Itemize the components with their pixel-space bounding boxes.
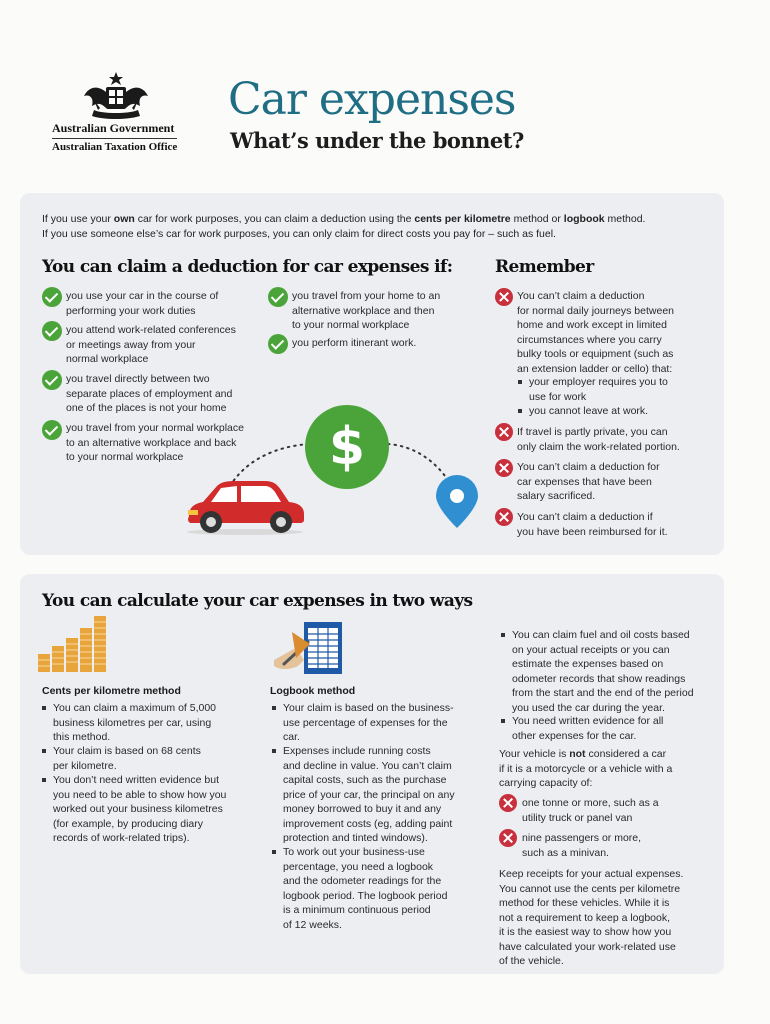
- remember-sub-bullet: your employer requires you to use for work: [529, 376, 668, 403]
- coin-stacks-icon: [38, 612, 108, 674]
- agency-name: Australian Taxation Office: [52, 141, 178, 153]
- remember-item: You can’t claim a deduction for car expenses that have been salary sacrificed.: [517, 461, 660, 502]
- check-icon: [42, 321, 62, 341]
- expense-bullet: You need written evidence for all other expenses for the car.: [512, 715, 664, 742]
- logbook-bullet: Your claim is based on the business- use percentage of expenses for the car.: [283, 702, 454, 743]
- remember-item: If travel is partly private, you can only claim the work-related portion.: [517, 426, 680, 453]
- cross-icon: [495, 508, 513, 526]
- cross-icon: [495, 459, 513, 477]
- check-icon: [268, 334, 288, 354]
- claim-item: you travel directly between two separate places of employment and one of the places is not your home: [66, 373, 233, 414]
- vehicle-note: Your vehicle is not considered a car if it is a motorcycle or a vehicle with a carrying capacity of:: [499, 748, 673, 789]
- check-icon: [42, 287, 62, 307]
- coat-of-arms-icon: [80, 70, 152, 124]
- logbook-bullet: To work out your business-use percentage, you need a logbook and the odometer readings for the logbook period. The logbook period is a minimum continuous period of 12 weeks.: [283, 846, 448, 931]
- cross-icon: [499, 794, 517, 812]
- cross-icon: [495, 288, 513, 306]
- page-subtitle: What’s under the bonnet?: [230, 128, 524, 153]
- remember-heading: Remember: [495, 257, 594, 277]
- logbook-icon: [270, 620, 352, 676]
- vehicle-exclusion: nine passengers or more, such as a minivan.: [522, 832, 642, 859]
- remember-item: You can’t claim a deduction if you have been reimbursed for it.: [517, 511, 668, 538]
- cents-method-title: Cents per kilometre method: [42, 685, 181, 697]
- logbook-method-title: Logbook method: [270, 685, 356, 697]
- claim-item: you perform itinerant work.: [292, 337, 417, 349]
- claim-item: you use your car in the course of performing your work duties: [66, 290, 219, 317]
- expense-bullet: You can claim fuel and oil costs based on your actual receipts or you can estimate the expenses based on odometer records that show readings from the start and the end of the period you used the car during the year.: [512, 629, 694, 714]
- red-car-icon: [183, 476, 307, 536]
- claim-item: you travel from your normal workplace to an alternative workplace and back to your normal workplace: [66, 422, 244, 463]
- cents-bullet: Your claim is based on 68 cents per kilometre.: [53, 745, 201, 772]
- divider: [52, 138, 177, 139]
- claim-heading: You can claim a deduction for car expenses if:: [42, 257, 453, 277]
- intro-line-1: If you use your own car for work purposes, you can claim a deduction using the cents per kilometre method or logbook method.: [42, 213, 646, 225]
- government-name: Australian Government: [52, 121, 175, 135]
- remember-item: You can’t claim a deduction for normal daily journeys between home and work except in limited circumstances where you carry bulky tools or equipment (such as an extension ladder or cello) that:: [517, 290, 674, 375]
- claim-item: you travel from your home to an alternative workplace and then to your normal workplace: [292, 290, 441, 331]
- calculation-heading: You can calculate your car expenses in two ways: [42, 591, 473, 611]
- vehicle-exclusion: one tonne or more, such as a utility truck or panel van: [522, 797, 659, 824]
- receipts-note: Keep receipts for your actual expenses. You cannot use the cents per kilometre method for these vehicles. While it is not a requirement to keep a logbook, it is the easiest way to show how you have calculated your work-related use of the vehicle.: [499, 868, 684, 967]
- cross-icon: [495, 423, 513, 441]
- page-title: Car expenses: [228, 74, 516, 125]
- intro-line-2: If you use someone else’s car for work purposes, you can only claim for direct costs you pay for – such as fuel.: [42, 228, 556, 240]
- cents-bullet: You don’t need written evidence but you need to be able to show how you worked out your business kilometres (for example, by producing diary records of work-related trips).: [53, 774, 227, 844]
- claim-item: you attend work-related conferences or meetings away from your normal workplace: [66, 324, 236, 365]
- logbook-bullet: Expenses include running costs and decline in value. You can’t claim capital costs, such as the purchase price of your car, the principal on any money borrowed to buy it and any improvement costs (eg, adding paint protection and tinted windows).: [283, 745, 455, 844]
- remember-sub-bullet: you cannot leave at work.: [529, 405, 649, 417]
- check-icon: [268, 287, 288, 307]
- check-icon: [42, 420, 62, 440]
- location-pin-icon: [432, 474, 482, 530]
- check-icon: [42, 370, 62, 390]
- cross-icon: [499, 829, 517, 847]
- cents-bullet: You can claim a maximum of 5,000 business kilometres per car, using this method.: [53, 702, 217, 743]
- intro-text: [42, 212, 722, 242]
- dollar-icon: $: [305, 405, 389, 489]
